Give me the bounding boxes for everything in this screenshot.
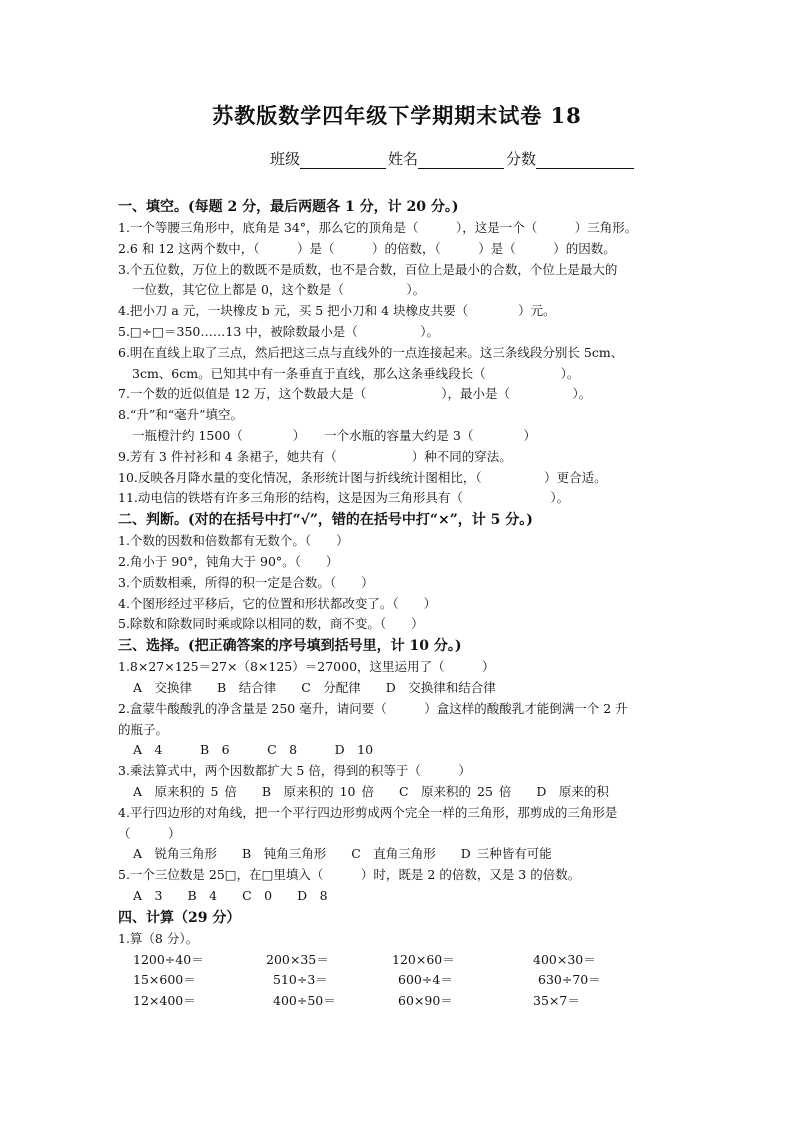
section-heading-calculation: 四、计算（29 分） [118,909,241,926]
question-line: 7.一个数的近似值是 12 万，这个数最大是（ ），最小是（ ）。 [118,386,592,402]
question-line: 11.动电信的铁塔有许多三角形的结构，这是因为三角形具有（ ）。 [118,490,570,506]
calc-item: 1200÷40＝ [133,951,204,967]
question-line: 8.“升”和“毫升”填空。 [118,407,243,423]
class-blank [300,152,386,169]
question-line: 1.个数的因数和倍数都有无数个。（ ） [118,533,349,549]
exam-content [118,196,688,1012]
calc-item: 400×30＝ [533,951,596,967]
question-line: 9.芳有 3 件衬衫和 4 条裙子，她共有（ ）种不同的穿法。 [118,448,512,464]
question-line: 一瓶橙汁约 1500（ ） 一个水瓶的容量大约是 3（ ） [132,427,536,443]
answer-options: A 3 B 4 C 0 D 8 [133,887,328,903]
question-line: 5.□÷□＝350……13 中，被除数最小是（ ）。 [118,323,440,339]
student-info-row [270,148,636,169]
question-line: 一位数，其它位上都是 0，这个数是（ ）。 [132,282,426,298]
question-line: 2.盒蒙牛酸酸乳的净含量是 250 毫升，请问要（ ）盒这样的酸酸乳才能倒满一个 2 升 [118,700,628,716]
question-line: 4.平行四边形的对角线，把一个平行四边形剪成两个完全一样的三角形，那剪成的三角形是 [118,804,618,820]
name-label: 姓名 [388,150,419,168]
question-line: 4.个图形经过平移后，它的位置和形状都改变了。（ ） [118,595,437,611]
subsection-label: 1.算（8 分）。 [118,930,199,946]
question-line: 1.8×27×125＝27×（8×125）＝27000，这里运用了（ ） [118,659,495,675]
page-title: 苏教版数学四年级下学期期末试卷 18 [212,103,582,128]
question-line: 5.一个三位数是 25□，在□里填入（ ）时，既是 2 的倍数，又是 3 的倍数。 [118,867,581,883]
calc-item: 200×35＝ [266,951,329,967]
calc-item: 630÷70＝ [538,972,601,988]
section-heading-true-false: 二、判断。(对的在括号中打“√”，错的在括号中打“×”，计 5 分。) [118,512,533,529]
calc-row [118,970,688,991]
calc-item: 12×400＝ [133,993,196,1009]
section-heading-fill-in: 一、填空。(每题 2 分，最后两题各 1 分，计 20 分。) [118,199,459,215]
name-blank [418,152,504,169]
section-heading-multiple-choice: 三、选择。(把正确答案的序号填到括号里，计 10 分。) [118,638,462,655]
calc-item: 60×90＝ [398,993,453,1009]
question-line: 1.一个等腰三角形中，底角是 34°，那么它的顶角是（ ），这是一个（ ）三角形。 [118,220,638,235]
answer-options: A 原来积的 5 倍 B 原来积的 10 倍 C 原来积的 25 倍 D 原来的积 [133,783,609,799]
answer-options: A 锐角三角形 B 钝角三角形 C 直角三角形 D 三种皆有可能 [133,846,552,862]
calc-item: 35×7＝ [533,993,580,1009]
calc-row [118,950,688,971]
class-label: 班级 [270,150,301,168]
question-line: 3.个质数相乘，所得的积一定是合数。（ ） [118,574,374,590]
question-line: 的瓶子。 [118,721,169,737]
score-label: 分数 [506,150,537,168]
calc-item: 600÷4＝ [398,972,453,988]
question-line: 5.除数和除数同时乘或除以相同的数，商不变。（ ） [118,616,424,632]
answer-options: A 4 B 6 C 8 D 10 [133,742,374,758]
calc-item: 120×60＝ [392,951,455,967]
calc-item: 510÷3＝ [273,972,328,988]
question-line: 3cm、6cm。已知其中有一条垂直于直线，那么这条垂线段长（ ）。 [132,365,580,381]
calc-item: 400÷50＝ [273,993,336,1009]
question-line: 4.把小刀 a 元，一块橡皮 b 元，买 5 把小刀和 4 块橡皮共要（ ）元。 [118,303,556,319]
calc-row [118,991,688,1012]
question-line: 2.角小于 90°，钝角大于 90°。（ ） [118,553,339,569]
answer-options: A 交换律 B 结合律 C 分配律 D 交换律和结合律 [133,679,496,695]
question-line: 6.明在直线上取了三点，然后把这三点与直线外的一点连接起来。这三条线段分别长 5cm、 [118,344,624,360]
question-line: 3.个五位数，万位上的数既不是质数，也不是合数，百位上是最小的合数，个位上是最大的 [118,261,618,277]
question-line: 2.6 和 12 这两个数中，（ ）是（ ）的倍数，（ ）是（ ）的因数。 [118,240,616,256]
question-line: 10.反映各月降水量的变化情况，条形统计图与折线统计图相比，（ ）更合适。 [118,469,607,485]
calc-item: 15×600＝ [133,972,196,988]
score-blank [536,152,634,169]
question-line: （ ） [118,825,181,841]
question-line: 3.乘法算式中，两个因数都扩大 5 倍，得到的积等于（ ） [118,763,471,779]
